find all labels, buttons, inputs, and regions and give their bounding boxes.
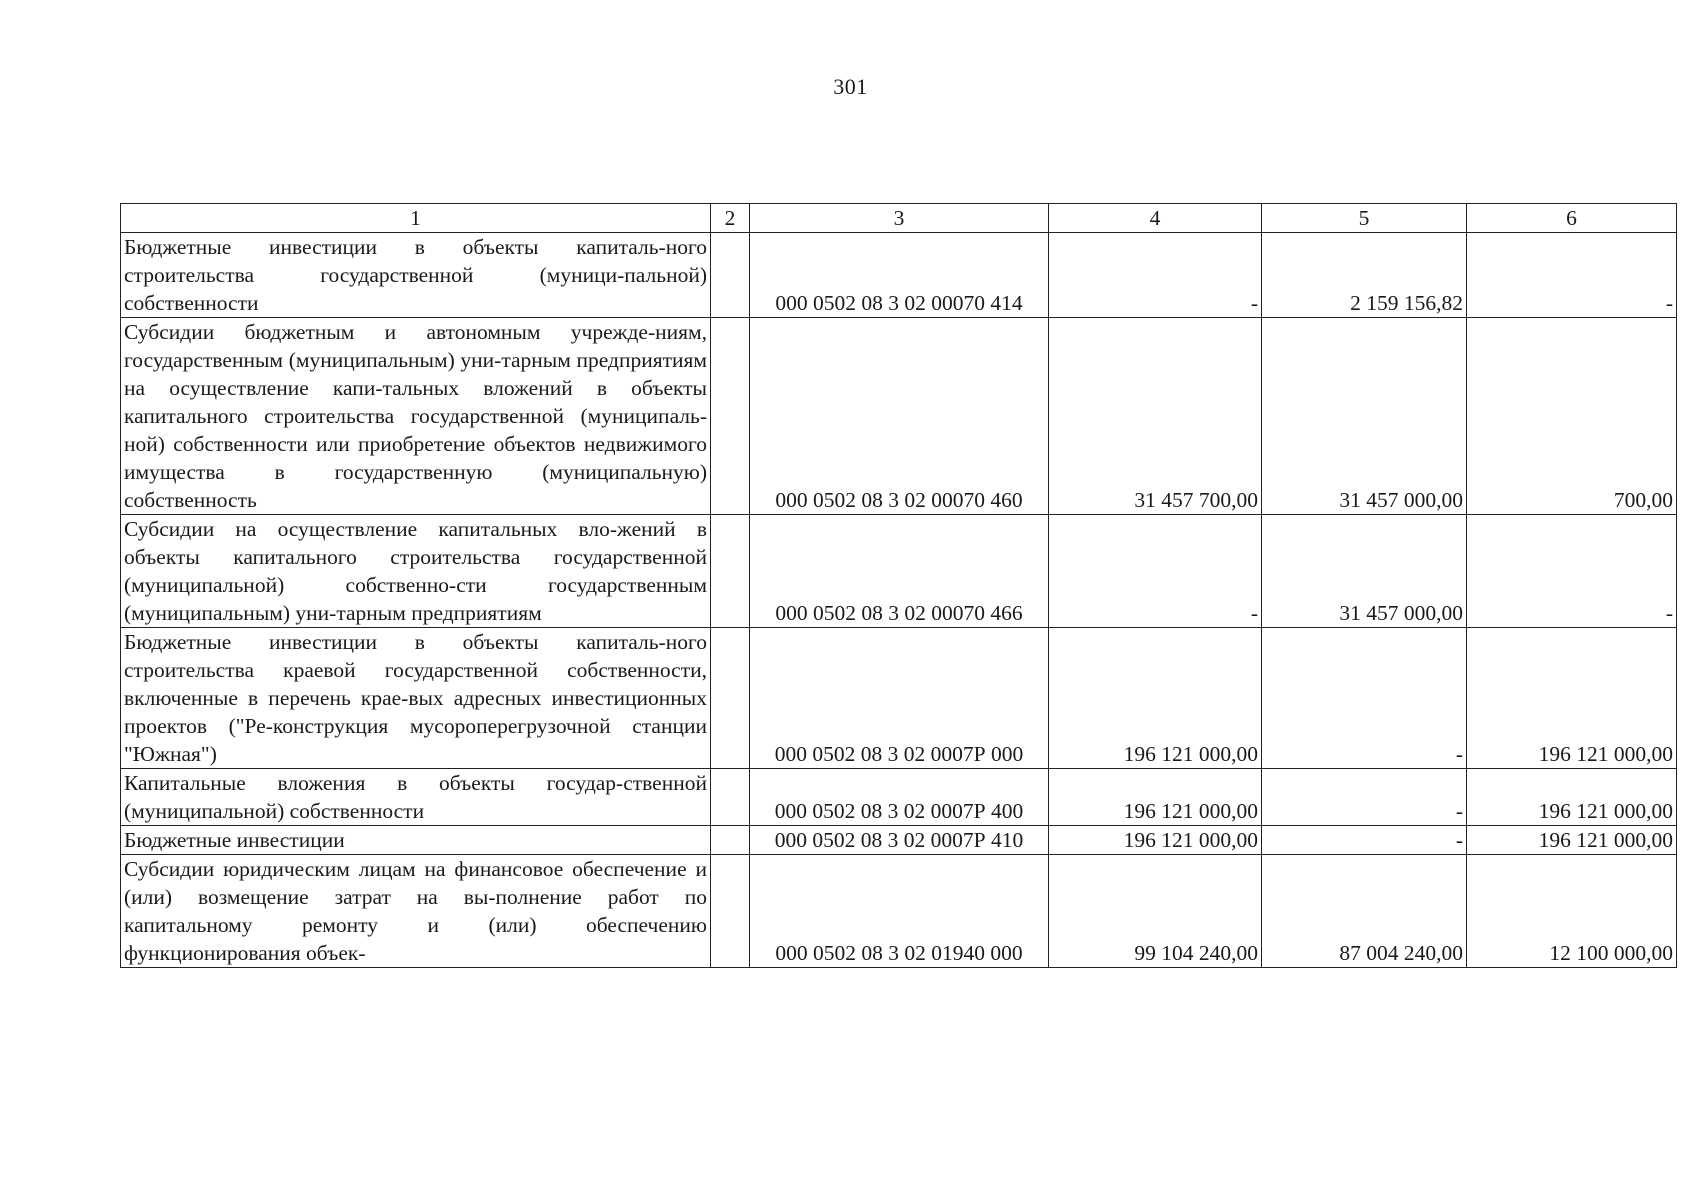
row-col5: - xyxy=(1262,769,1467,826)
row-col6: 196 121 000,00 xyxy=(1467,769,1677,826)
row-description: Субсидии на осуществление капитальных вло-жений в объекты капитального строительства государственной (муниципальной) собственно-сти государственным (муниципальным) уни-тарным предприятиям xyxy=(121,515,711,628)
row-code: 000 0502 08 3 02 00070 460 xyxy=(750,318,1049,515)
row-col4: - xyxy=(1049,515,1262,628)
row-description: Капитальные вложения в объекты государ-ственной (муниципальной) собственности xyxy=(121,769,711,826)
row-col2 xyxy=(711,318,750,515)
row-description: Субсидии бюджетным и автономным учрежде-ниям, государственным (муниципальным) уни-тарным предприятиям на осуществление капи-тальных вложений в объекты капитального строительства государственной (муниципаль-ной) собственности или приобретение объектов недвижимого имущества в государственную (муниципальную) собственность xyxy=(121,318,711,515)
row-col6: 12 100 000,00 xyxy=(1467,855,1677,968)
row-col6: 700,00 xyxy=(1467,318,1677,515)
row-col4: 99 104 240,00 xyxy=(1049,855,1262,968)
row-col5: 31 457 000,00 xyxy=(1262,515,1467,628)
table-row xyxy=(121,826,1677,855)
row-col4: 196 121 000,00 xyxy=(1049,769,1262,826)
row-description: Субсидии юридическим лицам на финансовое обеспечение и (или) возмещение затрат на вы-полнение работ по капитальному ремонту и (или) обеспечению функционирования объек- xyxy=(121,855,711,968)
row-code: 000 0502 08 3 02 0007Р 000 xyxy=(750,628,1049,769)
row-col2 xyxy=(711,515,750,628)
row-col6: - xyxy=(1467,515,1677,628)
header-col-6: 6 xyxy=(1467,204,1677,233)
header-col-2: 2 xyxy=(711,204,750,233)
row-code: 000 0502 08 3 02 00070 414 xyxy=(750,233,1049,318)
row-col5: 31 457 000,00 xyxy=(1262,318,1467,515)
header-col-4: 4 xyxy=(1049,204,1262,233)
row-col5: - xyxy=(1262,826,1467,855)
row-col6: 196 121 000,00 xyxy=(1467,628,1677,769)
page-number: 301 xyxy=(833,74,868,99)
header-col-3: 3 xyxy=(750,204,1049,233)
table-row xyxy=(121,769,1677,826)
row-col2 xyxy=(711,769,750,826)
row-col2 xyxy=(711,826,750,855)
row-col4: 196 121 000,00 xyxy=(1049,628,1262,769)
row-col2 xyxy=(711,233,750,318)
row-description: Бюджетные инвестиции xyxy=(121,826,711,855)
row-col4: 31 457 700,00 xyxy=(1049,318,1262,515)
header-row xyxy=(121,204,1677,233)
row-col6: - xyxy=(1467,233,1677,318)
table-row xyxy=(121,233,1677,318)
row-code: 000 0502 08 3 02 01940 000 xyxy=(750,855,1049,968)
budget-table xyxy=(120,203,1677,968)
row-col6: 196 121 000,00 xyxy=(1467,826,1677,855)
row-col5: - xyxy=(1262,628,1467,769)
row-col5: 2 159 156,82 xyxy=(1262,233,1467,318)
row-code: 000 0502 08 3 02 00070 466 xyxy=(750,515,1049,628)
row-col5: 87 004 240,00 xyxy=(1262,855,1467,968)
row-col4: - xyxy=(1049,233,1262,318)
row-description: Бюджетные инвестиции в объекты капиталь-ного строительства краевой государственной собственности, включенные в перечень крае-вых адресных инвестиционных проектов ("Ре-конструкция мусороперегрузочной станции "Южная") xyxy=(121,628,711,769)
table-row xyxy=(121,855,1677,968)
row-col4: 196 121 000,00 xyxy=(1049,826,1262,855)
header-col-1: 1 xyxy=(121,204,711,233)
header-col-5: 5 xyxy=(1262,204,1467,233)
table-row xyxy=(121,628,1677,769)
table-row xyxy=(121,515,1677,628)
row-col2 xyxy=(711,628,750,769)
row-col2 xyxy=(711,855,750,968)
table-row xyxy=(121,318,1677,515)
row-code: 000 0502 08 3 02 0007Р 400 xyxy=(750,769,1049,826)
row-description: Бюджетные инвестиции в объекты капиталь-ного строительства государственной (муници-пальной) собственности xyxy=(121,233,711,318)
row-code: 000 0502 08 3 02 0007Р 410 xyxy=(750,826,1049,855)
